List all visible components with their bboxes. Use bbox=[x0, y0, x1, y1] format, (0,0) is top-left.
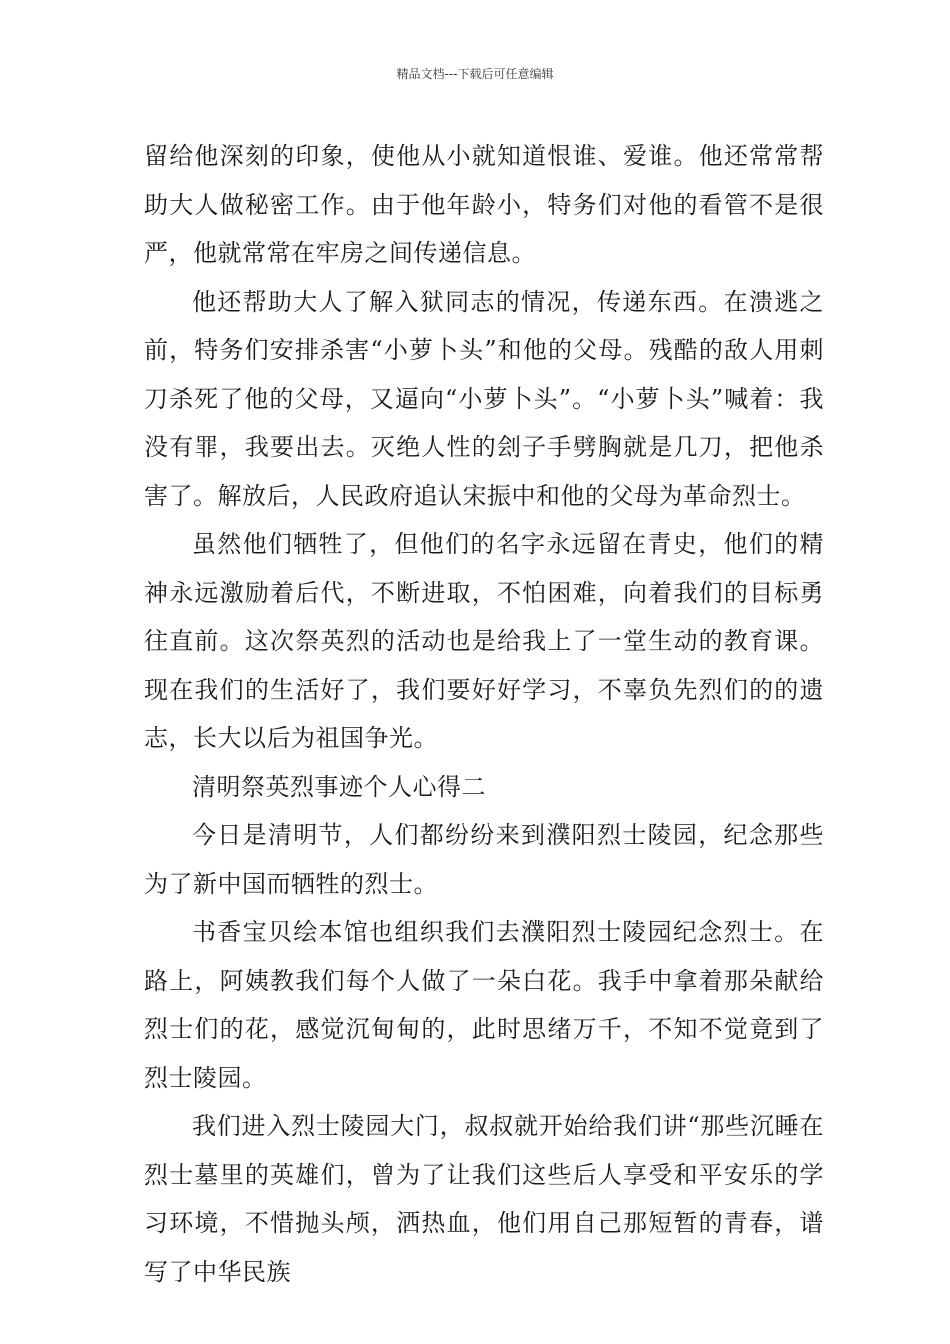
document-body bbox=[144, 132, 824, 1296]
paragraph-2: 他还帮助大人了解入狱同志的情况，传递东西。在溃逃之前，特务们安排杀害“小萝卜头”和他的父母。残酷的敌人用刺刀杀死了他的父母，又逼向“小萝卜头”。“小萝卜头”喊着：我没有罪，我要出去。灭绝人性的刽子手劈胸就是几刀，把他杀害了。解放后，人民政府追认宋振中和他的父母为革命烈士。 bbox=[144, 287, 824, 510]
paragraph-1: 留给他深刻的印象，使他从小就知道恨谁、爱谁。他还常常帮助大人做秘密工作。由于他年龄小，特务们对他的看管不是很严，他就常常在牢房之间传递信息。 bbox=[144, 142, 824, 267]
page-header: 精品文档---下载后可任意编辑 bbox=[396, 67, 554, 81]
paragraph-3: 虽然他们牺牲了，但他们的名字永远留在青史，他们的精神永远激励着后代，不断进取，不怕困难，向着我们的目标勇往直前。这次祭英烈的活动也是给我上了一堂生动的教育课。现在我们的生活好了，我们要好好学习，不辜负先烈们的的遗志，长大以后为祖国争光。 bbox=[144, 530, 824, 752]
paragraph-5: 书香宝贝绘本馆也组织我们去濮阳烈士陵园纪念烈士。在路上，阿姨教我们每个人做了一朵白花。我手中拿着那朵献给烈士们的花，感觉沉甸甸的，此时思绪万千，不知不觉竟到了烈士陵园。 bbox=[144, 918, 824, 1092]
section-heading: 清明祭英烈事迹个人心得二 bbox=[192, 772, 486, 801]
paragraph-6: 我们进入烈士陵园大门，叔叔就开始给我们讲“那些沉睡在烈士墓里的英雄们，曾为了让我们这些后人享受和平安乐的学习环境，不惜抛头颅，洒热血，他们用自己那短暂的青春，谱写了中华民族 bbox=[144, 1112, 824, 1286]
paragraph-4: 今日是清明节，人们都纷纷来到濮阳烈士陵园，纪念那些为了新中国而牺牲的烈士。 bbox=[144, 821, 824, 898]
